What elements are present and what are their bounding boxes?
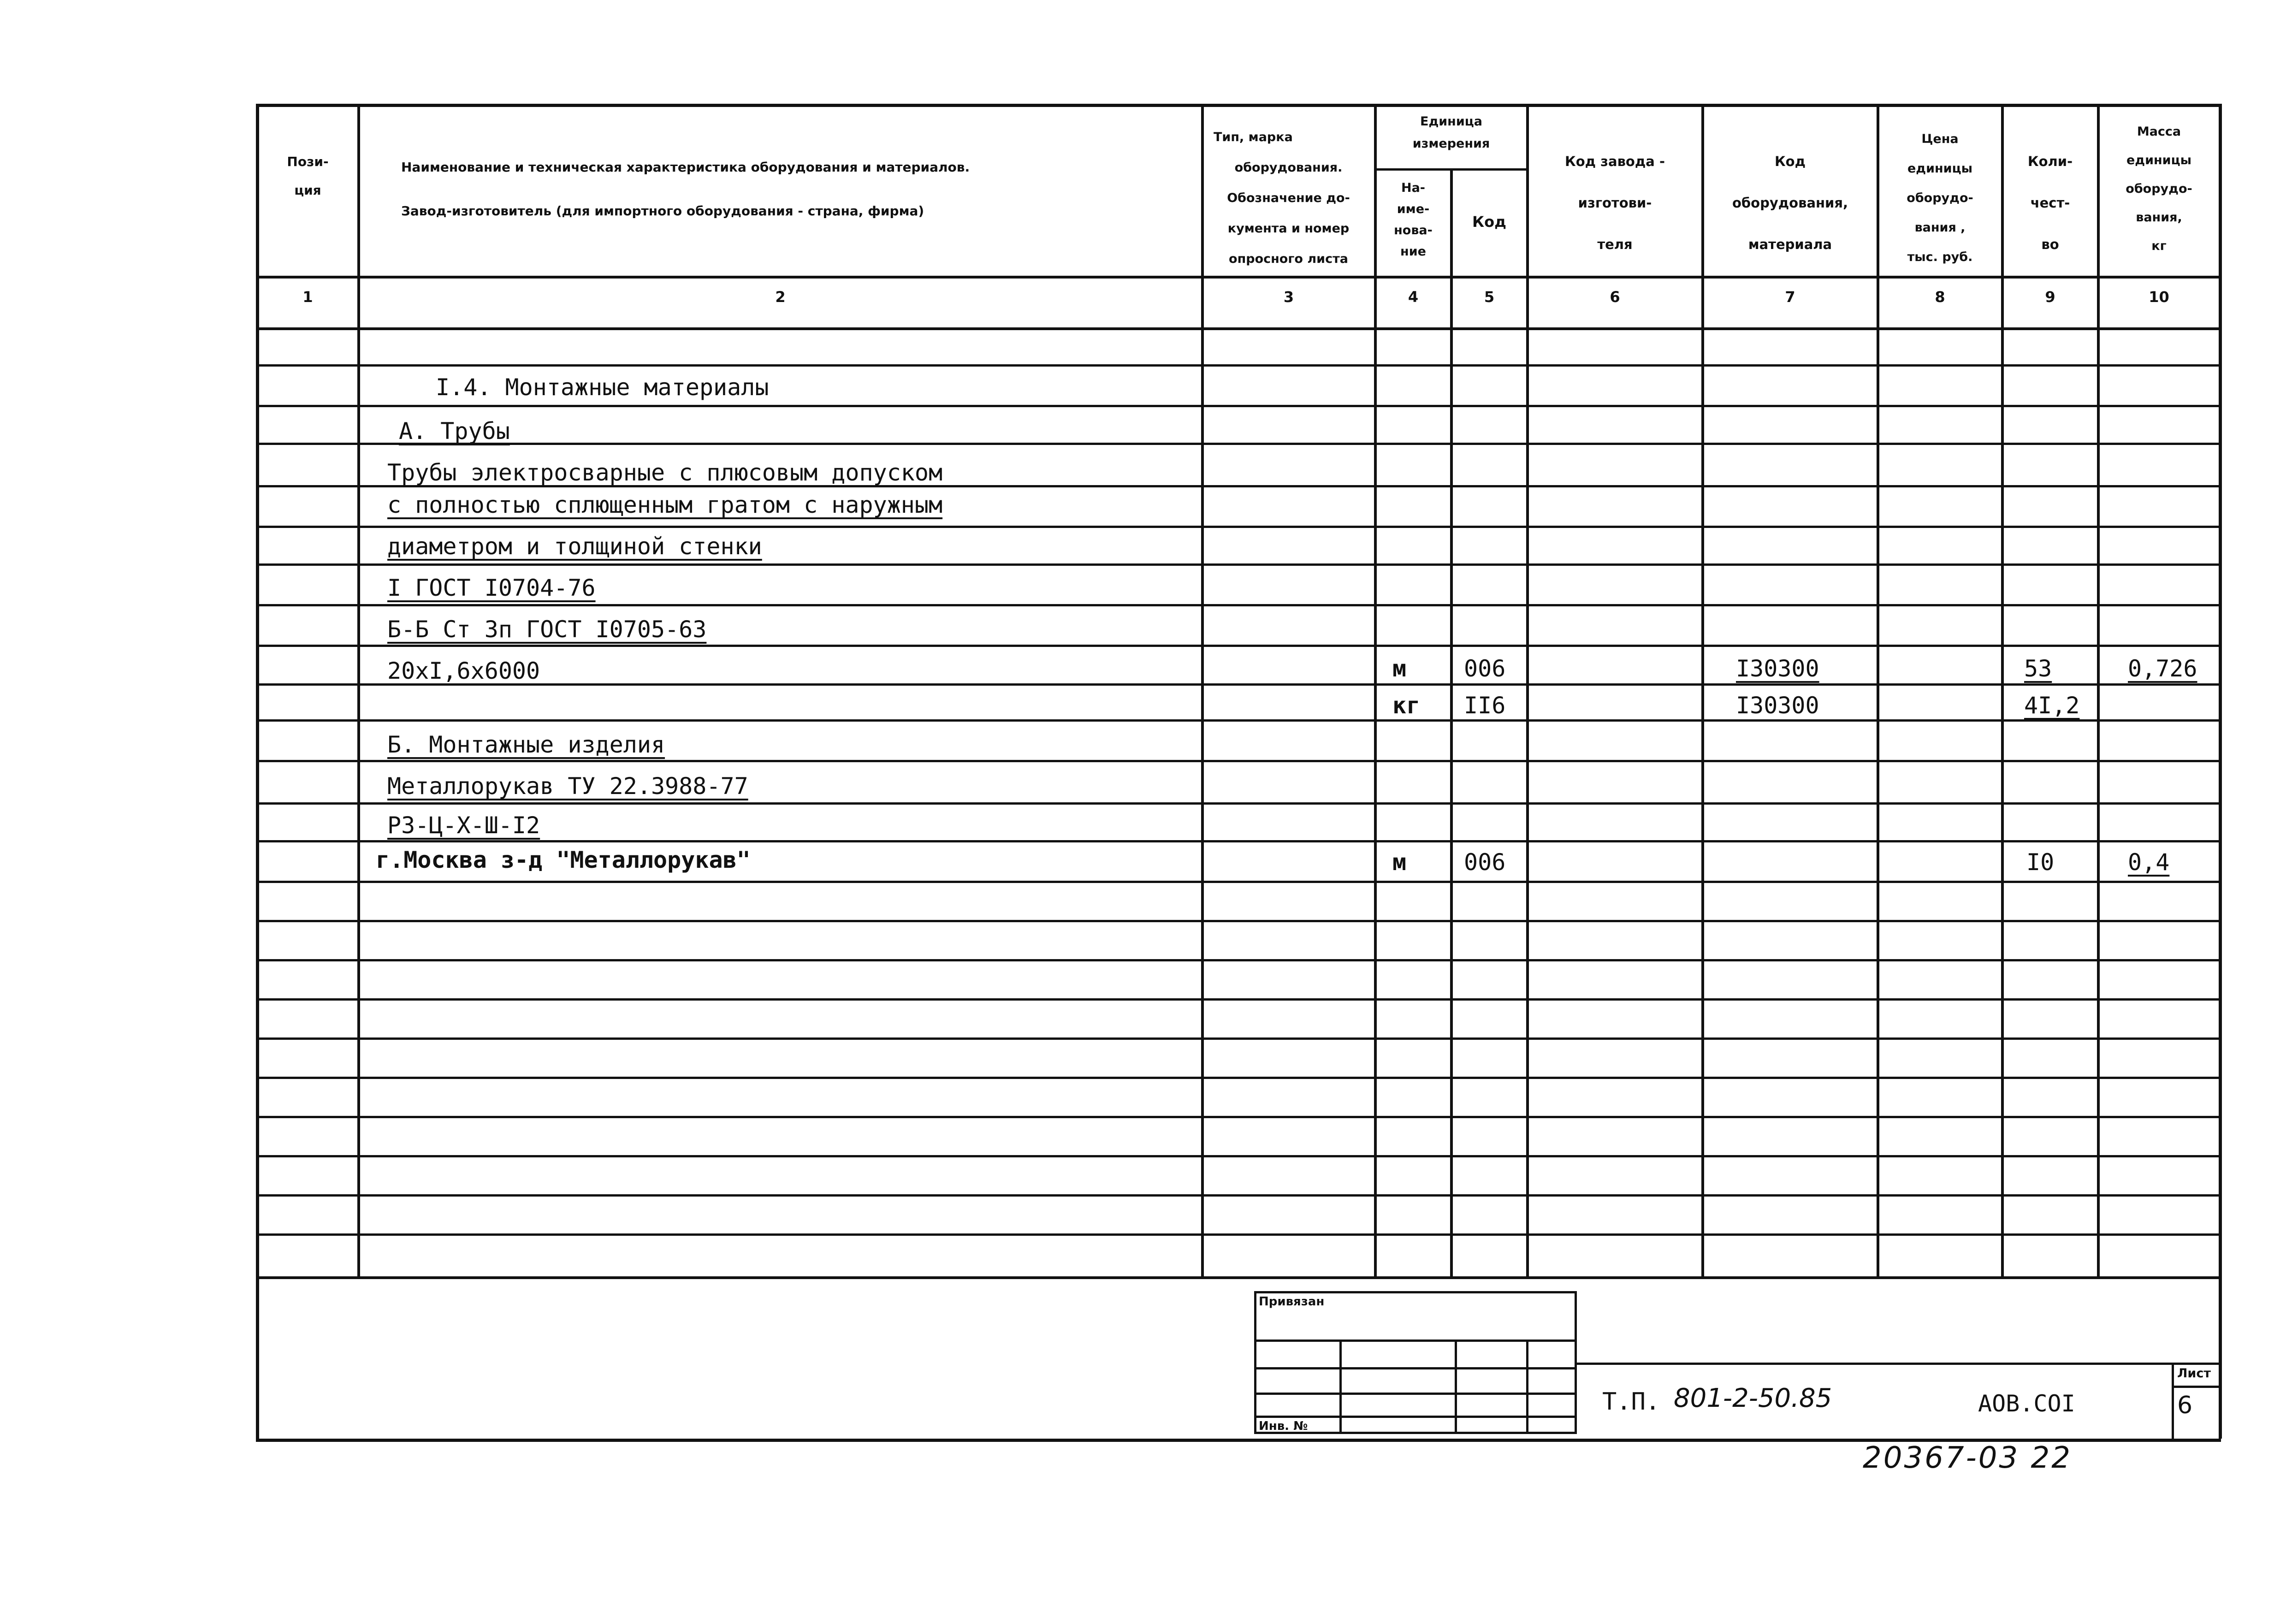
header-col9: Коли- чест- во [2027, 154, 2073, 252]
row-rule [258, 840, 2220, 842]
row-rule [258, 881, 2220, 883]
colnum-3: 3 [1283, 288, 1294, 306]
header-col3: Тип, марка оборудования. Обозначение до- кумента и номер опросного листа [1214, 130, 1350, 266]
inventory-label: Инв. № [1259, 1419, 1308, 1433]
archive-number: 20367-03 22 [1863, 1441, 2072, 1475]
colnum-5: 5 [1484, 288, 1495, 306]
row-rule [258, 1116, 2220, 1118]
colnum-4: 4 [1408, 288, 1419, 306]
subsection-title: Б. Монтажные изделия [387, 731, 665, 758]
row-rule [258, 802, 2220, 805]
row-rule [258, 405, 2220, 407]
row-rule [258, 1155, 2220, 1157]
row-rule [258, 998, 2220, 1001]
row-rule [258, 1233, 2220, 1236]
list-item: 20хI,6х6000 [387, 658, 540, 684]
colnum-6: 6 [1610, 288, 1620, 306]
row-rule [258, 526, 2220, 528]
colnum-1: 1 [302, 288, 313, 306]
unit-mass: 0,726 [2128, 655, 2197, 682]
row-rule [258, 959, 2220, 961]
unit-name: кг [1392, 692, 1421, 719]
unit-mass: 0,4 [2128, 849, 2170, 876]
row-rule [258, 443, 2220, 445]
row-rule [258, 719, 2220, 722]
sheet-number: 6 [2177, 1392, 2193, 1419]
unit-code: 006 [1464, 849, 1506, 876]
row-rule [258, 604, 2220, 606]
header-col7: Код оборудования, материала [1732, 154, 1848, 252]
unit-name: м [1392, 849, 1407, 876]
subsection-title: А. Трубы [399, 418, 510, 445]
list-item: Б-Б Ст 3п ГОСТ I0705-63 [387, 616, 707, 643]
row-rule [258, 1194, 2220, 1197]
list-item: с полностью сплющенным гратом с наружным [387, 492, 943, 518]
row-rule [258, 760, 2220, 762]
unit-code: 006 [1464, 655, 1506, 682]
section-title: I.4. Монтажные материалы [436, 374, 769, 401]
list-item: Трубы электросварные с плюсовым допуском [387, 459, 943, 486]
list-item: диаметром и толщиной стенки [387, 533, 762, 560]
colnum-7: 7 [1785, 288, 1795, 306]
list-item: Металлорукав ТУ 22.3988-77 [387, 773, 748, 800]
row-rule [258, 563, 2220, 566]
linked-label: Привязан [1259, 1295, 1325, 1309]
header-col2: Наименование и техническая характеристика оборудования и материалов. Завод-изготовитель (для импортного оборудования - страна, фирма) [401, 160, 970, 219]
header-col1: Пози- ция [287, 154, 329, 198]
list-item: I ГОСТ I0704-76 [387, 575, 596, 601]
header-unit-group: Единица измерения [1412, 114, 1490, 151]
colnum-10: 10 [2149, 288, 2169, 306]
header-col6: Код завода - изготови- теля [1565, 154, 1665, 252]
quantity: I0 [2026, 849, 2055, 876]
sheet-code: АОВ.СОI [1978, 1390, 2075, 1417]
row-rule [258, 920, 2220, 922]
doc-number: 801-2-50.85 [1674, 1383, 1832, 1413]
material-code: I30300 [1736, 692, 1819, 719]
colnum-9: 9 [2045, 288, 2055, 306]
list-item: г.Москва з-д "Металлорукав" [376, 847, 751, 873]
unit-code: II6 [1464, 692, 1506, 719]
doc-prefix: Т.П. [1602, 1388, 1660, 1416]
list-item: Р3-Ц-Х-Ш-I2 [387, 812, 540, 839]
unit-name: м [1392, 655, 1407, 682]
quantity: 4I,2 [2024, 692, 2080, 719]
header-col5: Код [1472, 213, 1506, 231]
row-rule [258, 1037, 2220, 1040]
row-rule [258, 683, 2220, 686]
material-code: I30300 [1736, 655, 1819, 682]
header-col10: Масса единицы оборудо- вания, кг [2126, 124, 2192, 253]
row-rule [258, 364, 2220, 367]
colnum-2: 2 [775, 288, 786, 306]
sheet-label: Лист [2177, 1366, 2211, 1381]
header-col4: На- име- нова- ние [1394, 181, 1433, 259]
quantity: 53 [2024, 655, 2052, 682]
row-rule [258, 1077, 2220, 1079]
header-col8: Цена единицы оборудо- вания , тыс. руб. [1907, 132, 1973, 264]
row-rule [258, 645, 2220, 647]
linked-box [1254, 1291, 1577, 1434]
colnum-8: 8 [1935, 288, 1945, 306]
